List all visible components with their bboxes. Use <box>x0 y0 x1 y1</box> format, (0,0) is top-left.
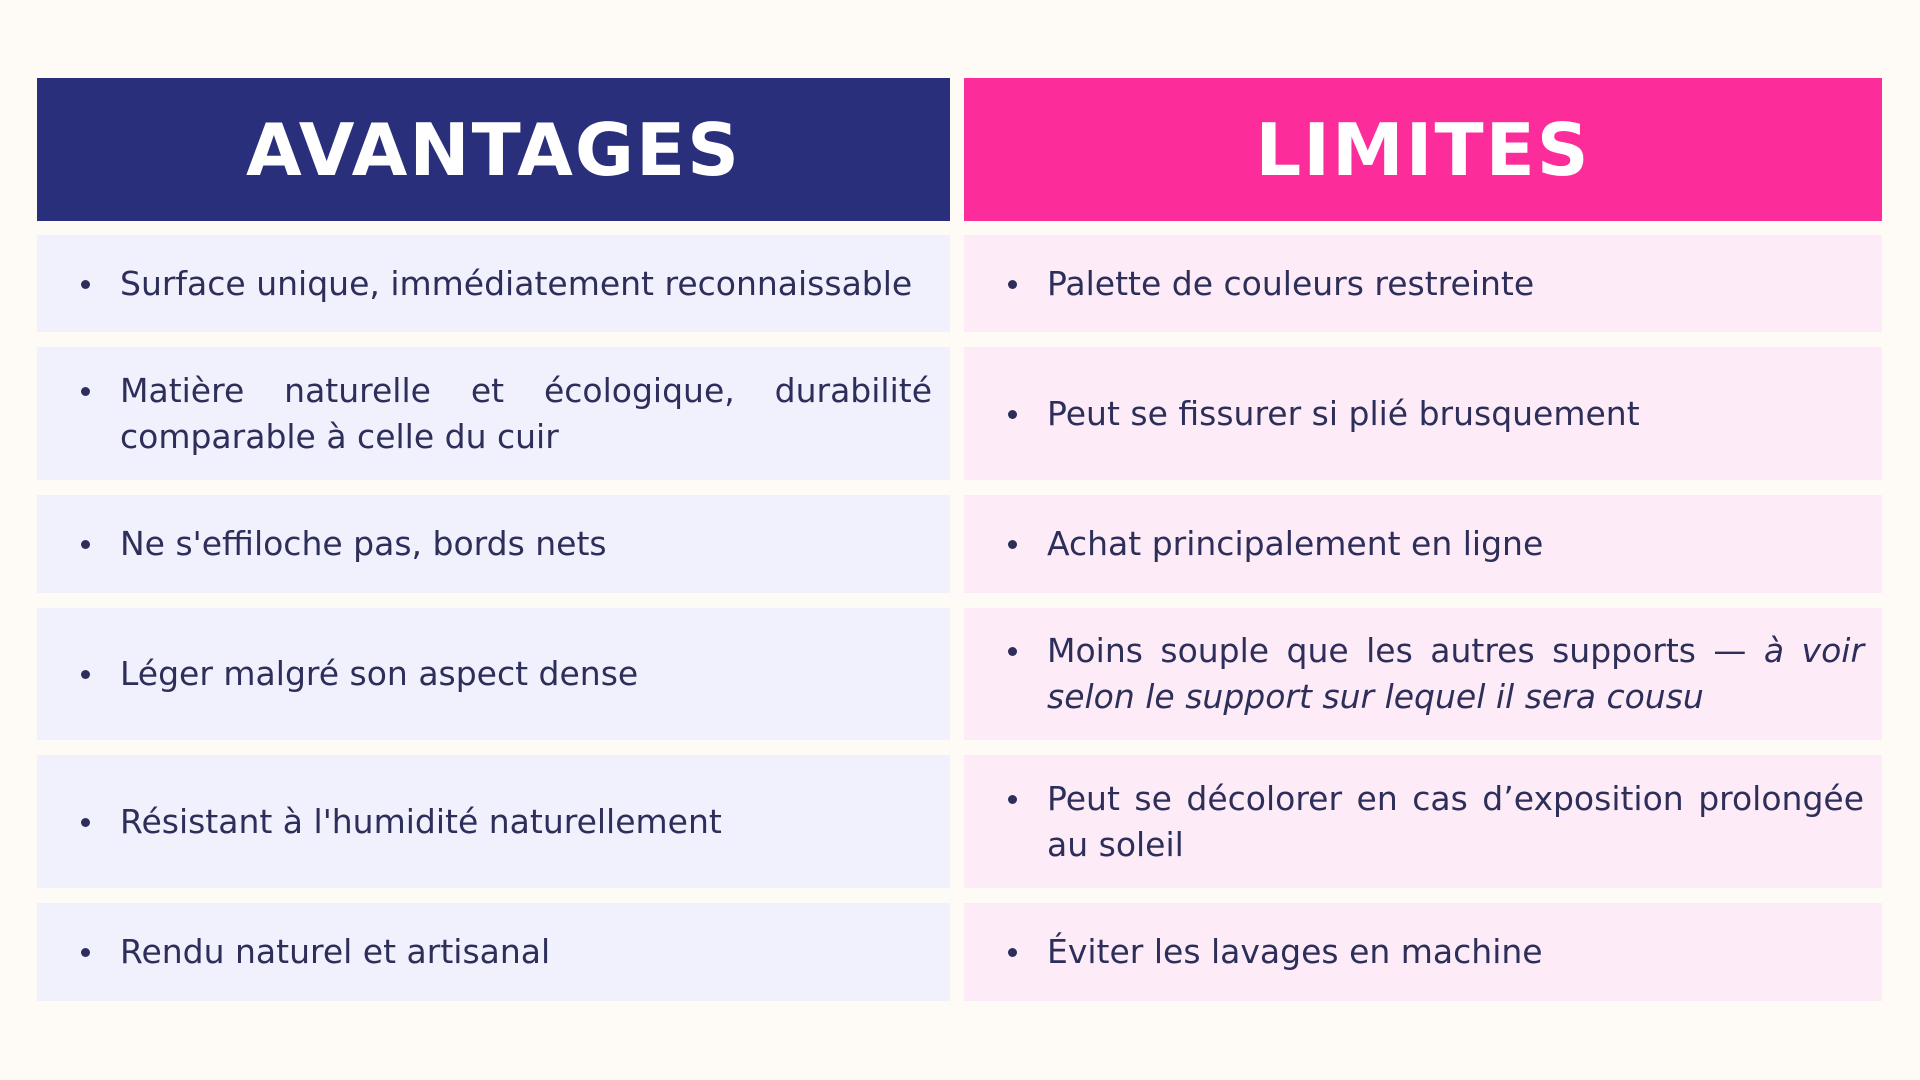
limites-row-6 <box>964 903 1882 1001</box>
limite-text: Peut se décolorer en cas d’exposition prolongée au soleil <box>1047 778 1864 864</box>
avantage-text: Surface unique, immédiatement reconnaissable <box>120 263 913 303</box>
limite-text: Palette de couleurs restreinte <box>1047 263 1535 303</box>
list-item <box>81 799 932 845</box>
limite-text-regular: Moins souple que les autres supports — <box>1047 631 1764 670</box>
limites-row-2 <box>964 347 1882 480</box>
limites-row-4 <box>964 608 1882 740</box>
list-item <box>81 651 932 697</box>
list-item <box>1008 521 1864 567</box>
bullet-icon <box>1008 410 1017 419</box>
avantage-text: Ne s'effiloche pas, bords nets <box>120 524 607 563</box>
bullet-icon <box>1008 795 1017 804</box>
avantage-text: Rendu naturel et artisanal <box>120 932 551 971</box>
list-item <box>1008 391 1864 437</box>
avantages-row-6 <box>37 903 950 1001</box>
bullet-icon <box>81 387 90 396</box>
limites-row-5 <box>964 755 1882 888</box>
avantages-row-2 <box>37 347 950 480</box>
avantages-title: AVANTAGES <box>245 107 742 192</box>
bullet-icon <box>81 948 90 957</box>
bullet-icon <box>81 670 90 679</box>
bullet-icon <box>1008 540 1017 549</box>
avantages-row-1 <box>37 235 950 332</box>
list-item <box>81 929 932 975</box>
list-item <box>81 521 932 567</box>
bullet-icon <box>1008 280 1017 289</box>
limites-row-1 <box>964 235 1882 332</box>
limites-header <box>964 78 1882 221</box>
limite-text-italic: à voir selon le support sur lequel il sera cousu <box>1047 631 1865 716</box>
avantages-row-4 <box>37 608 950 740</box>
avantages-row-5 <box>37 755 950 888</box>
avantage-text: Léger malgré son aspect dense <box>120 654 639 693</box>
list-item <box>1008 261 1864 307</box>
limite-text: Achat principalement en ligne <box>1047 524 1544 563</box>
list-item <box>81 368 932 460</box>
limite-text: Éviter les lavages en machine <box>1047 932 1543 971</box>
avantages-row-3 <box>37 495 950 593</box>
limites-row-3 <box>964 495 1882 593</box>
limites-title: LIMITES <box>1255 107 1591 192</box>
bullet-icon <box>1008 948 1017 957</box>
avantages-header <box>37 78 950 221</box>
list-item <box>1008 628 1864 720</box>
list-item <box>81 261 932 307</box>
avantage-text: Résistant à l'humidité naturellement <box>120 801 722 841</box>
bullet-icon <box>81 540 90 549</box>
avantage-text: Matière naturelle et écologique, durabilité comparable à celle du cuir <box>120 370 932 456</box>
list-item <box>1008 929 1864 975</box>
bullet-icon <box>81 280 90 289</box>
bullet-icon <box>81 818 90 827</box>
limite-text <box>1047 628 1864 720</box>
bullet-icon <box>1008 647 1017 656</box>
list-item <box>1008 776 1864 868</box>
limite-text: Peut se fissurer si plié brusquement <box>1047 393 1640 433</box>
